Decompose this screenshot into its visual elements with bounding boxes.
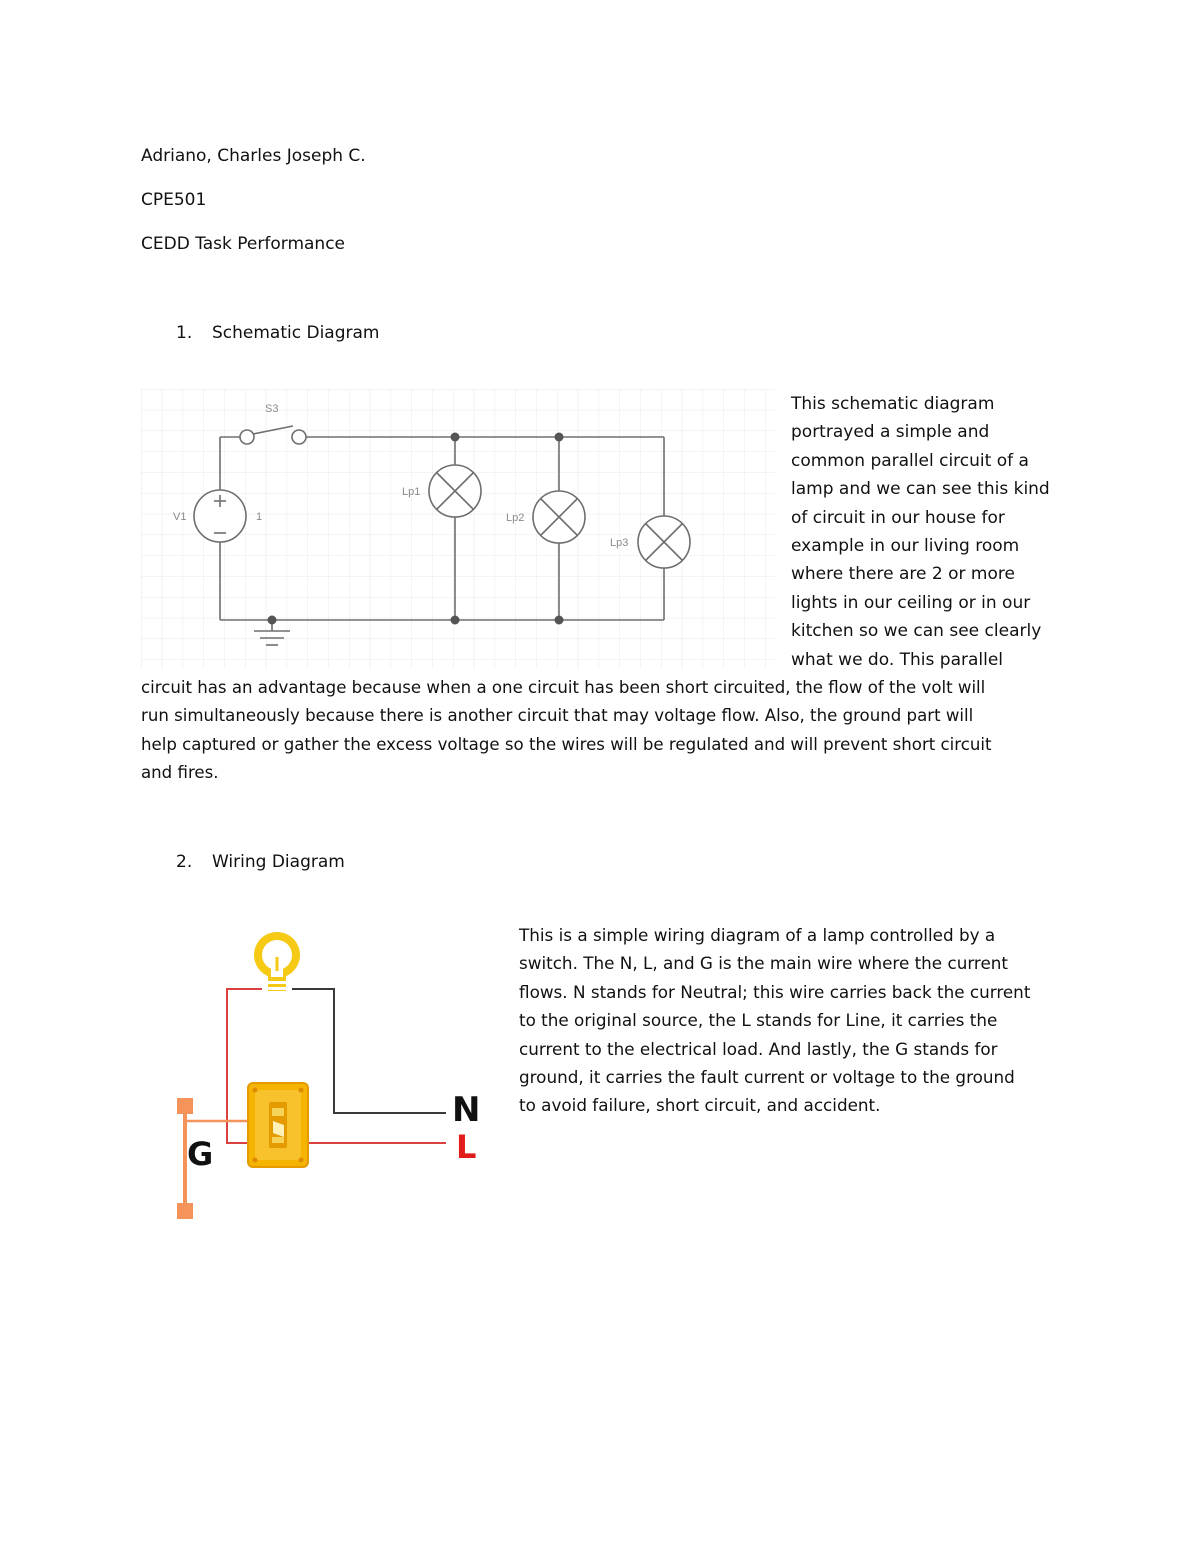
schematic-diagram	[141, 389, 775, 669]
lamp1-label: Lp1	[402, 486, 421, 498]
paragraph-line: common parallel circuit of a	[791, 450, 1029, 471]
section2-paragraph	[519, 921, 1079, 1120]
section1-title: Schematic Diagram	[212, 323, 380, 343]
lamp3-label: Lp3	[610, 537, 629, 549]
ground-label: G	[187, 1135, 214, 1173]
paragraph-line: portrayed a simple and	[791, 422, 990, 443]
paragraph-line: run simultaneously because there is another circuit that may voltage flow. Also, the ground part will	[141, 706, 974, 726]
paragraph-line: circuit has an advantage because when a one circuit has been short circuited, the flow of the volt will	[141, 678, 986, 697]
paragraph-line: to avoid failure, short circuit, and accident.	[519, 1095, 881, 1116]
paragraph-line: to the original source, the L stands for Line, it carries the	[519, 1010, 998, 1031]
section1-number: 1.	[176, 323, 193, 343]
course-code: CPE501	[141, 190, 207, 210]
ground-terminal-top	[177, 1098, 193, 1114]
paragraph-line: example in our living room	[791, 536, 1020, 557]
paragraph-line: switch. The N, L, and G is the main wire where the current	[519, 953, 1009, 974]
section2-title: Wiring Diagram	[212, 852, 345, 872]
source-value-label: 1	[256, 511, 263, 523]
paragraph-line: where there are 2 or more	[791, 564, 1015, 585]
paragraph-line: what we do. This parallel	[791, 649, 1004, 670]
paragraph-line: lights in our ceiling or in our	[791, 592, 1031, 613]
section2-number: 2.	[176, 852, 193, 872]
lamp-lp2	[533, 491, 585, 543]
paragraph-line: and fires.	[141, 763, 219, 783]
lamp2-label: Lp2	[506, 512, 525, 524]
paragraph-line: ground, it carries the fault current or voltage to the ground	[519, 1067, 1015, 1088]
source-label: V1	[173, 511, 187, 523]
paragraph-line: This is a simple wiring diagram of a lamp controlled by a	[519, 925, 996, 945]
line-label: L	[456, 1128, 477, 1166]
lamp-lp1	[429, 465, 481, 517]
paragraph-line: lamp and we can see this kind	[791, 479, 1050, 500]
task-title: CEDD Task Performance	[141, 234, 346, 254]
switch-label: S3	[265, 403, 279, 415]
paragraph-line: current to the electrical load. And lastly, the G stands for	[519, 1038, 998, 1059]
wall-switch-icon	[248, 1083, 308, 1167]
light-bulb-icon	[254, 932, 300, 991]
section1-paragraph-side	[791, 390, 1081, 674]
lamp-lp3	[638, 516, 690, 568]
paragraph-line: This schematic diagram	[791, 394, 995, 414]
ground-terminal-bottom	[177, 1203, 193, 1219]
paragraph-line: of circuit in our house for	[791, 507, 1005, 528]
paragraph-line: flows. N stands for Neutral; this wire carries back the current	[519, 981, 1031, 1002]
voltage-source-v1	[194, 490, 246, 542]
paragraph-line: kitchen so we can see clearly	[791, 621, 1042, 642]
neutral-label: N	[452, 1090, 481, 1130]
paragraph-line: help captured or gather the excess voltage so the wires will be regulated and will prevent short circuit	[141, 734, 992, 754]
wiring-diagram	[170, 925, 500, 1225]
section1-paragraph-full	[141, 674, 1071, 788]
author-name: Adriano, Charles Joseph C.	[141, 146, 366, 166]
neutral-wire	[292, 989, 446, 1113]
